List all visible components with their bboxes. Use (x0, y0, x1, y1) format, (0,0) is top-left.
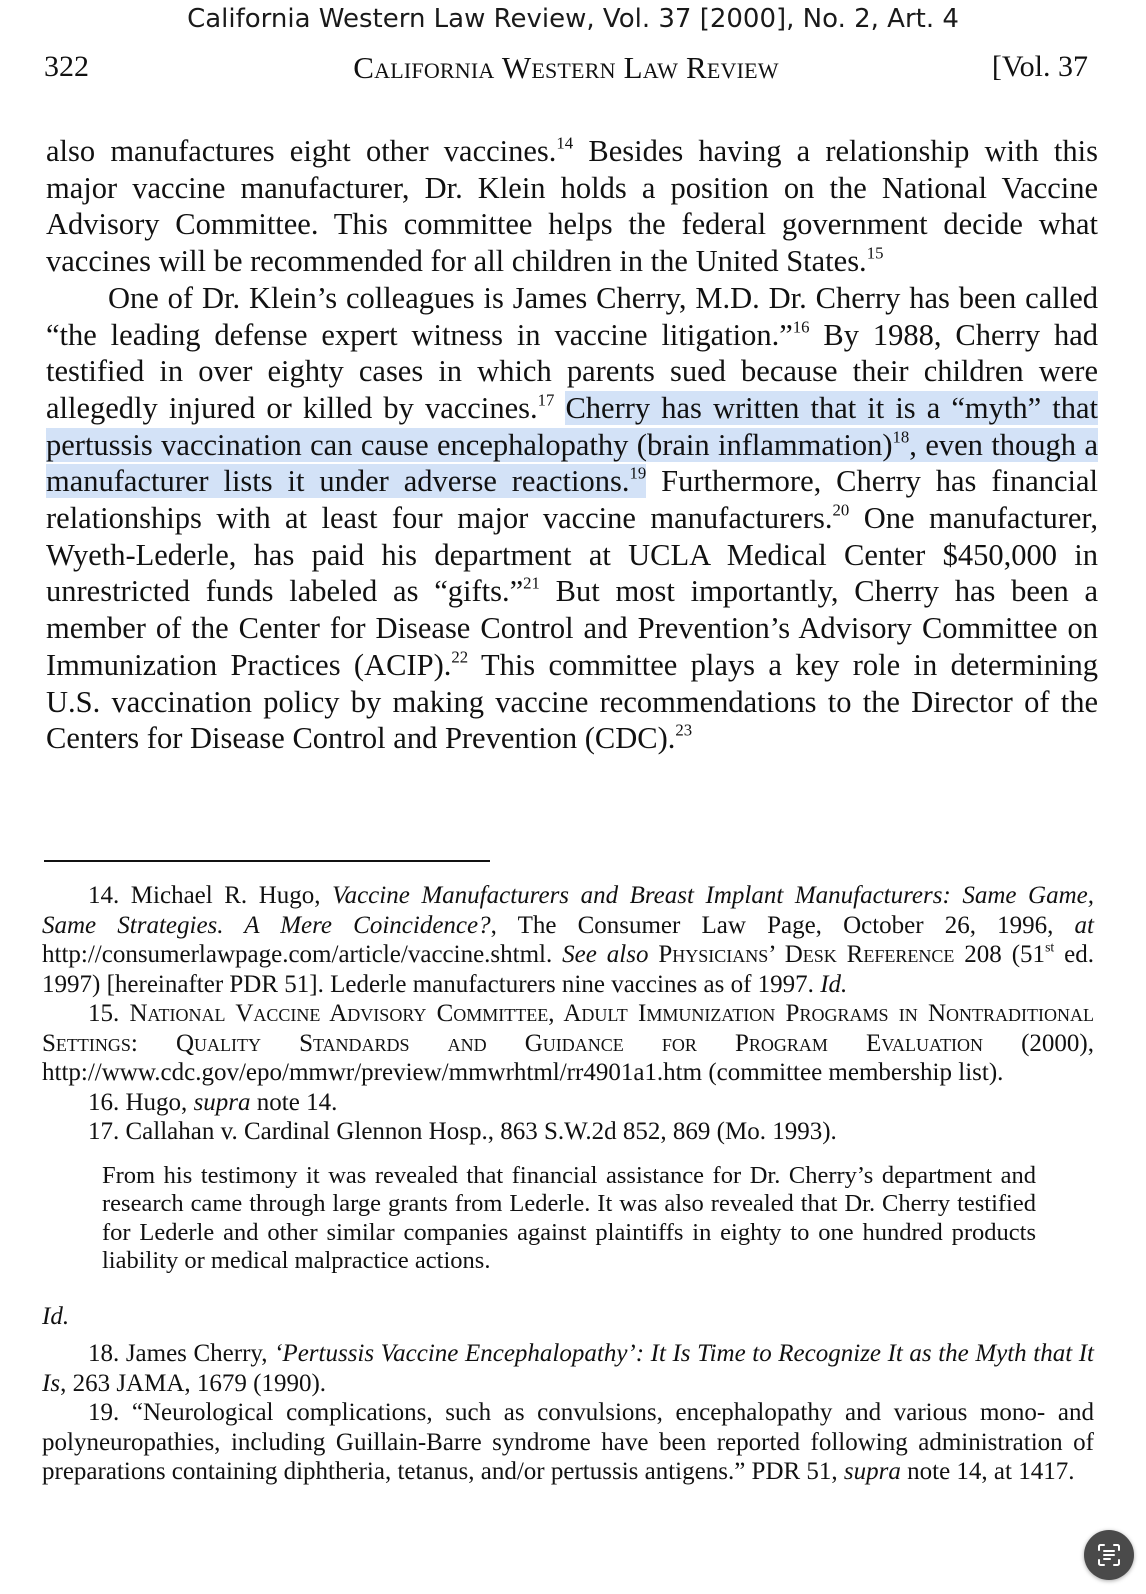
id-citation: Id. (42, 1302, 70, 1330)
citation-url[interactable]: http://consumerlawpage.com/article/vaccine.shtml. (42, 941, 563, 968)
footnote-ref[interactable]: 14 (556, 133, 574, 153)
source-banner: California Western Law Review, Vol. 37 [2000], No. 2, Art. 4 (187, 4, 959, 34)
footnote-14: 14. Michael R. Hugo, Vaccine Manufacturers and Breast Implant Manufacturers: Same Game, Same Strategies. A Mere Coincidence?, The Consumer Law Page, October 26, 1996, at http://consumerlawpage.com/article/vaccine.shtml. See also Physicians’ Desk Reference 208 (51st ed. 1997) [hereinafter PDR 51]. Lederle manufacturers nine vaccines as of 1997. Id. (42, 882, 1095, 998)
body-text (46, 133, 1098, 757)
footnote-ref[interactable]: 15 (866, 243, 884, 263)
highlighted-selection[interactable]: Cherry has written that it is a “myth” that pertussis vaccination can cause encephalopathy (brain inflammation)$^{18}$, even though a manufacturer lists it under adverse reactions.$^{19}$ (46, 390, 1098, 499)
block-quote: From his testimony it was revealed that financial assistance for Dr. Cherry’s department and research came through large grants from Lederle. It was also revealed that Dr. Cherry testified for Lederle and other similar companies against plaintiffs in eighty to one hundred products liability or medical malpractice actions. (102, 1161, 1036, 1274)
running-head (44, 50, 1088, 90)
footnote-ref[interactable]: 21 (523, 573, 540, 593)
footnote-ref[interactable]: 20 (832, 500, 850, 520)
page-number: 322 (44, 50, 89, 83)
footnote-15: 15. National Vaccine Advisory Committee, Adult Immunization Programs in Nontraditional Settings: Quality Standards and Guidance for Program Evaluation (2000), http://www.cdc.gov/epo/mmwr/preview/mmwrhtml/rr4901a1.htm (committee membership list). (42, 1000, 1094, 1086)
journal-title: California Western Law Review (353, 50, 779, 85)
volume-label: [Vol. 37 (991, 50, 1088, 83)
footnote-ref[interactable]: 17 (537, 390, 555, 410)
paragraph: One of Dr. Klein’s colleagues is James Cherry, M.D. Dr. Cherry has been called “the leading defense expert witness in vaccine litigation.”$^{16}$ By 1988, Cherry had testified in over eighty cases in which parents sued because their children were allegedly injured or killed by vaccines.$^{17}$ Cherry has written that it is a “myth” that pertussis vaccination can cause encephalopathy (brain inflammation)$^{18}$, even though a manufacturer lists it under adverse reactions.$^{19}$ Furthermore, Cherry has financial relationships with at least four major vaccine manufacturers.$^{20}$ One manufacturer, Wyeth-Lederle, has paid his department at UCLA Medical Center $450,000 in unrestricted funds labeled as “gifts.”$^{21}$ But most importantly, Cherry has been a member of the Center for Disease Control and Prevention’s Advisory Committee on Immunization Practices (ACIP).$^{22}$ This committee plays a key role in determining U.S. vaccination policy by making vaccine recommendations to the Director of the Centers for Disease Control and Prevention (CDC).$^{23}$ (46, 280, 1099, 756)
footnote-divider (44, 860, 490, 862)
footnote-ref[interactable]: 23 (675, 720, 693, 740)
footnote-ref[interactable]: 18 (892, 427, 910, 447)
footnote-ref[interactable]: 19 (629, 463, 647, 483)
footnote-19: 19. “Neurological complications, such as convulsions, encephalopathy and various mono- and polyneuropathies, including Guillain-Barre syndrome have been reported following administration of preparations containing diphtheria, tetanus, and/or pertussis antigens.” PDR 51, supra note 14, at 1417. (42, 1399, 1094, 1485)
footnote-16: 16. Hugo, supra note 14. (88, 1088, 338, 1116)
scan-text-icon (1097, 1543, 1121, 1567)
footnote-ref[interactable]: 16 (792, 316, 810, 336)
footnote-ref[interactable]: 22 (451, 647, 469, 667)
citation-url[interactable]: (2000), http://www.cdc.gov/epo/mmwr/preview/mmwrhtml/rr4901a1.htm (committee membership list). (42, 1029, 1094, 1086)
paragraph: also manufactures eight other vaccines.$^{14}$ Besides having a relationship with this major vaccine manufacturer, Dr. Klein holds a position on the National Vaccine Advisory Committee. This committee helps the federal government decide what vaccines will be recommended for all children in the United States.$^{15}$ (46, 133, 1099, 279)
scan-text-button[interactable] (1084, 1530, 1134, 1580)
footnote-17: 17. Callahan v. Cardinal Glennon Hosp., 863 S.W.2d 852, 869 (Mo. 1993). (88, 1118, 837, 1145)
footnote-18: 18. James Cherry, ‘Pertussis Vaccine Encephalopathy’: It Is Time to Recognize It as the Myth that It Is, 263 JAMA, 1679 (1990). (42, 1340, 1094, 1397)
footnotes (42, 881, 1094, 1487)
